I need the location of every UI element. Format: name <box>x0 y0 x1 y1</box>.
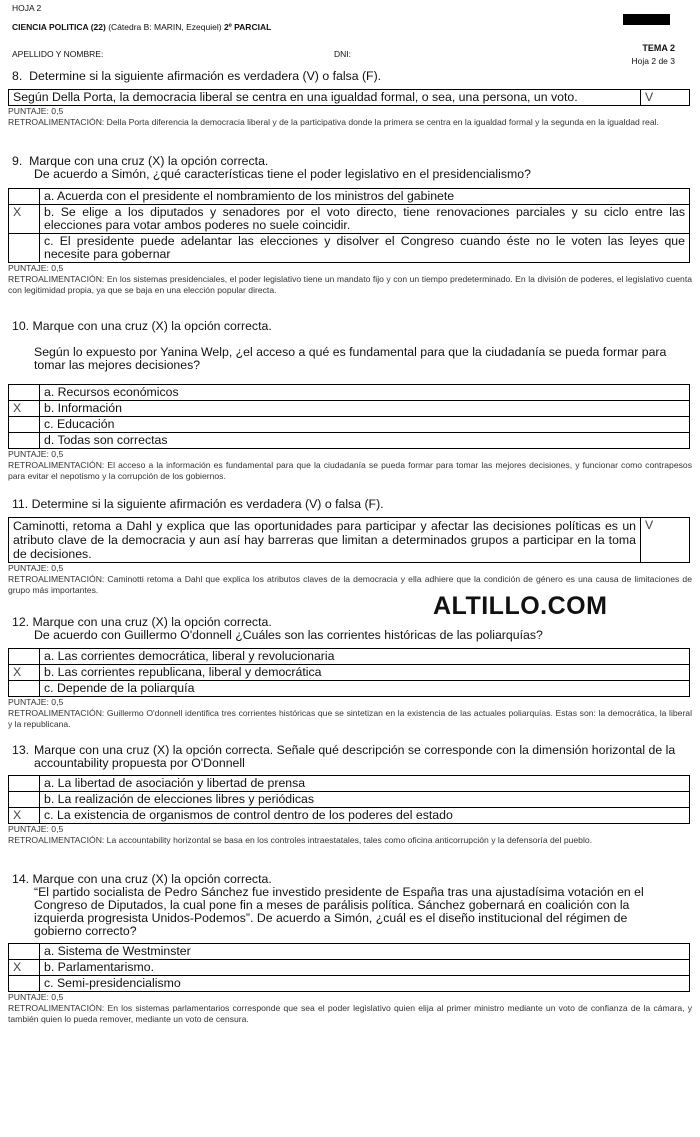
option-text: b. Parlamentarismo. <box>40 960 690 976</box>
score: PUNTAJE: 0,5 <box>8 824 64 834</box>
question-number: 8. <box>12 69 23 83</box>
statement: Según Della Porta, la democracia liberal se centra en una igualdad formal, o sea, una persona, un voto. <box>9 90 641 106</box>
redaction-box <box>623 14 670 25</box>
answer-cell[interactable]: V <box>641 90 690 106</box>
course-title <box>12 22 271 32</box>
table-row <box>9 681 690 697</box>
option-text: a. Acuerda con el presidente el nombramiento de los ministros del gabinete <box>40 189 690 205</box>
dni-label: DNI: <box>334 49 351 59</box>
table-row <box>9 385 690 401</box>
question-number: 10. <box>12 319 30 333</box>
mark-cell[interactable] <box>9 417 40 433</box>
question-number: 13. <box>12 743 30 757</box>
table-row <box>9 792 690 808</box>
option-text: a. Las corrientes democrática, liberal y revolucionaria <box>40 649 690 665</box>
course-name: CIENCIA POLITICA (22) <box>12 22 106 32</box>
feedback: RETROALIMENTACIÓN: En los sistemas parlamentarios corresponde que sea el poder legislativo quien elija al primer ministro mediante un voto de confianza de la cámara, y también quien lo pueda remover, mediante un voto de censura. <box>8 1003 692 1024</box>
question-9 <box>8 154 692 296</box>
tema-label: TEMA 2 <box>642 43 675 53</box>
options-table <box>8 648 690 697</box>
option-text: c. Depende de la poliarquía <box>40 681 690 697</box>
sheet-label: HOJA 2 <box>12 3 42 13</box>
mark-cell[interactable] <box>9 681 40 697</box>
option-text: b. Las corrientes republicana, liberal y democrática <box>40 665 690 681</box>
table-row <box>9 417 690 433</box>
table-row <box>9 189 690 205</box>
score: PUNTAJE: 0,5 <box>8 449 64 459</box>
feedback: RETROALIMENTACIÓN: Caminotti retoma a Dahl que explica los atributos claves de la democracia y ella adhiere que la condición de género es una causa de limitaciones de grupo más importantes. <box>8 574 692 595</box>
table-row <box>9 649 690 665</box>
table-row <box>9 976 690 992</box>
question-number: 9. <box>12 154 23 168</box>
table-row <box>9 944 690 960</box>
option-text: c. La existencia de organismos de control dentro de los poderes del estado <box>40 808 690 824</box>
question-number: 12. <box>12 615 30 629</box>
tf-table <box>8 89 690 106</box>
mark-cell[interactable]: X <box>9 808 40 824</box>
table-row <box>9 433 690 449</box>
option-text: b. Información <box>40 401 690 417</box>
mark-cell[interactable] <box>9 944 40 960</box>
mark-cell[interactable] <box>9 189 40 205</box>
option-text: c. Semi-presidencialismo <box>40 976 690 992</box>
options-table <box>8 188 690 263</box>
table-row <box>9 960 690 976</box>
score: PUNTAJE: 0,5 <box>8 106 64 116</box>
options-table <box>8 943 690 992</box>
table-row <box>9 808 690 824</box>
option-text: a. La libertad de asociación y libertad de prensa <box>40 776 690 792</box>
question-title: Determine si la siguiente afirmación es verdadera (V) o falsa (F). <box>29 69 382 83</box>
mark-cell[interactable] <box>9 792 40 808</box>
mark-cell[interactable] <box>9 234 40 263</box>
mark-cell[interactable] <box>9 385 40 401</box>
feedback: RETROALIMENTACIÓN: Della Porta diferencia la democracia liberal y de la participativa donde la primera se centra en la igualdad formal y la segunda en la igualdad real. <box>8 117 659 127</box>
question-number: 14. <box>12 872 30 886</box>
question-title: Marque con una cruz (X) la opción correcta. <box>32 319 272 333</box>
option-text: b. Se elige a los diputados y senadores por el voto directo, tiene renovaciones parciales y su ciclo entre las elecciones para votar ambos poderes no suele coincidir. <box>40 205 690 234</box>
mark-cell[interactable] <box>9 649 40 665</box>
option-text: b. La realización de elecciones libres y periódicas <box>40 792 690 808</box>
mark-cell[interactable]: X <box>9 665 40 681</box>
question-prompt: De acuerdo a Simón, ¿qué características tiene el poder legislativo en el presidencialismo? <box>34 167 531 181</box>
question-number: 11. <box>12 497 29 511</box>
answer-cell[interactable]: V <box>641 518 690 563</box>
option-text: a. Recursos económicos <box>40 385 690 401</box>
mark-cell[interactable] <box>9 776 40 792</box>
feedback: RETROALIMENTACIÓN: Guillermo O'donnell identifica tres corrientes históricas que se sintetizan en la existencia de las actuales poliarquías. Estas son: la democrática, la liberal y la republicana. <box>8 708 692 729</box>
course-chair: (Cátedra B: MARIN, Ezequiel) <box>105 22 224 32</box>
score: PUNTAJE: 0,5 <box>8 992 64 1002</box>
table-row <box>9 776 690 792</box>
option-text: a. Sistema de Westminster <box>40 944 690 960</box>
watermark-logo: ALTILLO.COM <box>433 592 608 620</box>
question-prompt: Según lo expuesto por Yanina Welp, ¿el acceso a qué es fundamental para que la ciudadanía se pueda formar para tomar las mejores decisiones? <box>34 345 667 372</box>
mark-cell[interactable] <box>9 976 40 992</box>
feedback: RETROALIMENTACIÓN: En los sistemas presidenciales, el poder legislativo tiene un mandato fijo y con un tiempo predeterminado. En la división de poderes, el legislativo cuenta con legitimidad propia, ya que se baja en una elección popular directa. <box>8 274 692 295</box>
question-12 <box>8 615 692 730</box>
option-text: d. Todas son correctas <box>40 433 690 449</box>
exam-name: 2º PARCIAL <box>223 22 272 32</box>
tf-table <box>8 517 690 563</box>
table-row <box>9 205 690 234</box>
mark-cell[interactable]: X <box>9 205 40 234</box>
question-title: Marque con una cruz (X) la opción correcta. <box>32 872 272 886</box>
score: PUNTAJE: 0,5 <box>8 263 64 273</box>
option-text: c. El presidente puede adelantar las elecciones y disolver el Congreso cuando éste no le voten las leyes que necesite para gobernar <box>40 234 690 263</box>
question-title: Determine si la siguiente afirmación es verdadera (V) o falsa (F). <box>31 497 384 511</box>
table-row <box>9 234 690 263</box>
feedback: RETROALIMENTACIÓN: El acceso a la información es fundamental para que la ciudadanía se pueda formar para tomar las mejores decisiones, y funcionar como contrapesos para evitar el nepotismo y la corrupción de los gobiernos. <box>8 460 692 481</box>
question-14 <box>8 872 692 1025</box>
mark-cell[interactable] <box>9 433 40 449</box>
question-title: Marque con una cruz (X) la opción correcta. <box>29 154 269 168</box>
table-row <box>9 665 690 681</box>
question-10 <box>8 319 692 482</box>
options-table <box>8 384 690 449</box>
name-label: APELLIDO Y NOMBRE: <box>12 49 104 59</box>
table-row <box>9 90 690 106</box>
mark-cell[interactable]: X <box>9 960 40 976</box>
question-11 <box>8 497 692 596</box>
table-row <box>9 518 690 563</box>
question-title: Marque con una cruz (X) la opción correcta. Señale qué descripción se corresponde con la dimensión horizontal de la accountability propuesta por O'Donnell <box>34 743 676 770</box>
question-title: Marque con una cruz (X) la opción correcta. <box>32 615 272 629</box>
question-prompt: De acuerdo con Guillermo O'donnell ¿Cuáles son las corrientes históricas de las poliarquías? <box>34 628 543 642</box>
score: PUNTAJE: 0,5 <box>8 563 64 573</box>
statement: Caminotti, retoma a Dahl y explica que las oportunidades para participar y afectar las decisiones políticas es un atributo clave de la democracia y aun así hay barreras que limitan a determinados grupos a participar en la toma de decisiones. <box>9 518 641 563</box>
question-prompt: “El partido socialista de Pedro Sánchez fue investido presidente de España tras una ajustadísima votación en el Congreso de Diputados, la cual pone fin a meses de parálisis política. Sánchez gobernará en coalición con la izquierda progresista Unidos-Podemos”. De acuerdo a Simón, ¿cuál es el diseño institucional del régimen de gobierno correcto? <box>34 885 644 938</box>
question-13 <box>8 743 692 846</box>
table-row <box>9 401 690 417</box>
option-text: c. Educación <box>40 417 690 433</box>
page-number: Hoja 2 de 3 <box>631 56 675 66</box>
question-8 <box>8 69 692 128</box>
feedback: RETROALIMENTACIÓN: La accountability horizontal se basa en los controles intraestatales, tales como oficina anticorrupción y la defensoría del pueblo. <box>8 835 593 845</box>
score: PUNTAJE: 0,5 <box>8 697 64 707</box>
options-table <box>8 775 690 824</box>
mark-cell[interactable]: X <box>9 401 40 417</box>
